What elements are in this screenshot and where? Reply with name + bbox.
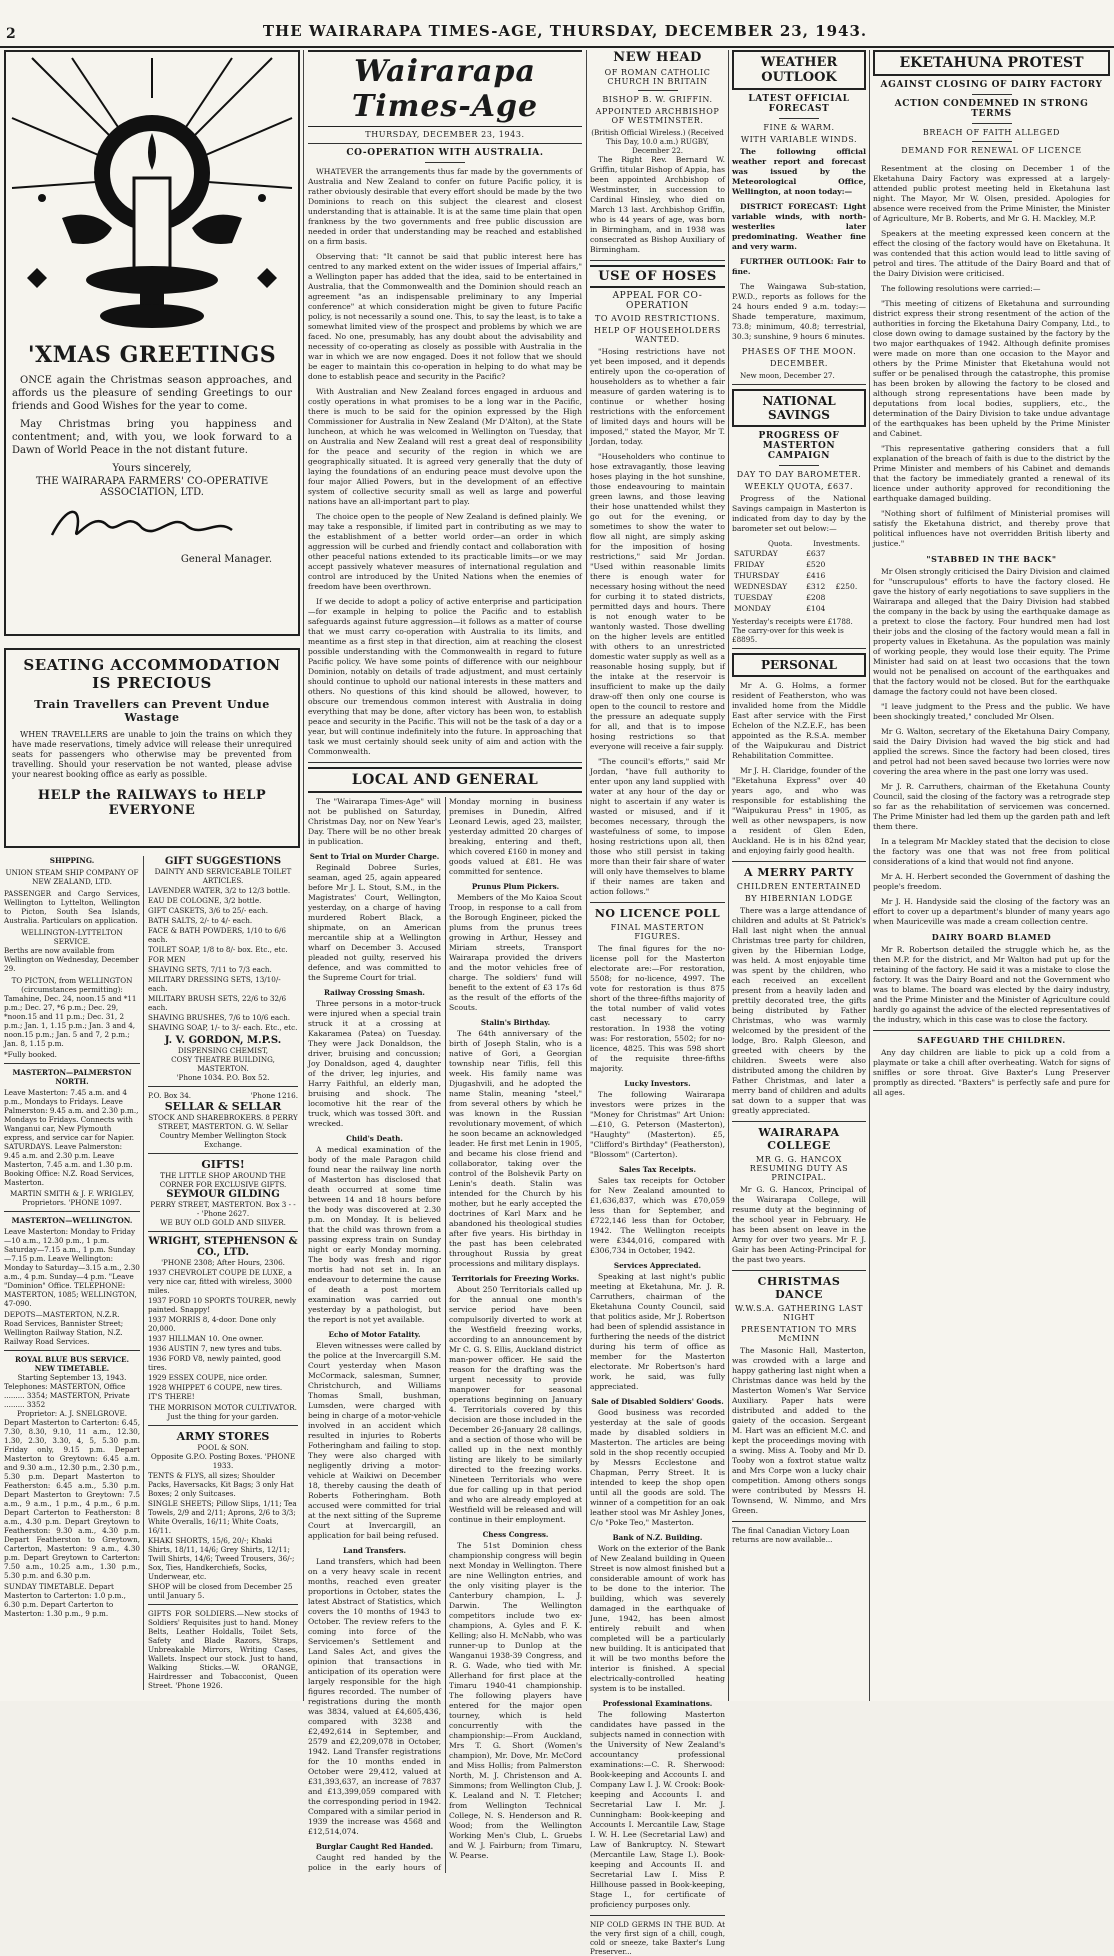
local-item-body: Land transfers, which had been on a very heavy scale in recent months, reached even greater proportions in October, states the latest Abstract of Statistics, which covers the 10 months of 1943 to October. The review refers to the coming into force of the Servicemen's Settlement and Land Sales Act, and gives the opinion that transactions in anticipation of its operation were largely responsible for the high figures recorded. The number of registrations during the month was 3834, valued at £4,605,436, compared with 3238 and £2,492,614 in September, and 2579 and £2,209,078 in October, 1942. Land Transfer registrations for the 10 months ended in October were 29,412, valued at £31,393,637, an increase of 7837 and £13,399,059 compared with the corresponding period in 1942. Compared with a similar period in 1939 the increase was 4568 and £12,514,074.	[308, 1557, 441, 1836]
savings-day-cell: SATURDAY	[734, 549, 778, 558]
party-heading: A MERRY PARTY	[743, 866, 855, 879]
gifts-heading: GIFT SUGGESTIONS	[164, 856, 282, 867]
xmas-greetings-ad	[4, 50, 300, 636]
moon-month: DECEMBER.	[769, 359, 829, 368]
xmas-signoff: Yours sincerely,	[112, 463, 192, 474]
savings-footer: Yesterday's receipts were £1788. The carry-over for this week is £8895.	[732, 617, 853, 644]
gift-item: LAVENDER WATER, 3/2 to 12/3 bottle.	[148, 886, 291, 895]
personal-paragraph: Mr J. H. Claridge, founder of the "Eketahuna Express" over 40 years ago, and who was responsible for establishing the "Waipukurau Press" in 1905, as well as other newspapers, is now a resident of Glen Eden, Auckland. He is in his 82nd year, and enjoying fairly good health.	[732, 766, 866, 855]
shipping-picton-body: Tamahine, Dec. 24, noon.15 and *11 p.m.; Dec. 27, *6 p.m.; Dec. 29, *noon.15 and 11 p.m.; Dec. 31, 2 p.m.; Jan. 1, 1.15 p.m.; Jan. 3 and 4, noon.15 p.m.; Jan. 5 and 7, 2 p.m.; Jan. 8, 1.15 p.m.	[4, 994, 137, 1048]
savings-inv-cell: £250.	[835, 582, 858, 591]
newhead-sub: OF ROMAN CATHOLIC CHURCH IN BRITAIN	[604, 68, 711, 86]
car-item: 1937 CHEVROLET COUPE DE LUXE, a very nice car, fitted with wireless, 3000 miles.	[148, 1268, 293, 1295]
xmas-body-2: May Christmas bring you happiness and contentment; and, with you, we look forward to a Dawn of World Peace in the not distant future.	[12, 419, 292, 456]
news-column-7	[873, 50, 1110, 1695]
gilding-address: PERRY STREET, MASTERTON. Box 3 - - - 'Phone 2627.	[150, 1200, 296, 1218]
royal-blue-body: Depart Masterton to Carterton: 6.45, 7.30, 8.30, 9.10, 11 a.m., 12.30, 1.30, 2.30, 3.30, 4, 5, 5.30 p.m. Friday only, 9.15 p.m. Depart Masterton to Greytown: 6.45 a.m. and 9.30 a.m., 12.30 p.m., 2.30 p.m., 5.30 p.m. Depart Masterton to Featherston: 6.45 a.m., 5.30 p.m. Depart Masterton to Greytown: 7.5 a.m., 9 a.m., 1 p.m., 4 p.m., 6 p.m. Depart Carterton to Featherston: 8 a.m., 4.30 p.m. Depart Greytown to Featherston: 9.30 a.m., 4.30 p.m. Depart Featherston to Greytown, Carterton, Masterton: 9 a.m., 4.30 p.m. Depart Greytown to Carterton: 7.50 a.m., 10.25 a.m., 1.30 p.m., 5.30 p.m. and 6.30 p.m.	[4, 1418, 140, 1580]
hoses-sub: APPEAL FOR CO-OPERATION	[612, 291, 703, 311]
gift-item: SHAVING SETS, 7/11 to 7/3 each.	[148, 965, 272, 974]
signature-mark	[12, 500, 292, 550]
gifts2-heading: GIFTS!	[201, 1158, 245, 1171]
car-item: 1936 FORD V8, newly painted, good tires.	[148, 1354, 281, 1372]
col5-item-title: Lucky Investors.	[624, 1079, 691, 1088]
weather-district: DISTRICT FORECAST: Light variable winds, with north-westerlies later predominating. Weather fine and very warm.	[732, 202, 866, 251]
gift-item: BATH SALTS, 2/- to 4/- each.	[148, 916, 253, 925]
safeguard-heading: SAFEGUARD THE CHILDREN.	[917, 1035, 1066, 1045]
editorial-paragraph: With Australian and New Zealand forces engaged in arduous and costly operations in what promises to be a long war in the Pacific, there is much to be said for the opinion expressed by the High Commissioner for Australia in New Zealand (Mr D'Alton), at the State luncheon, at which he was welcomed in Wellington on Tuesday, that on Australia and New Zealand will rest a great deal of responsibility for the peace and security of the region in which we are geographically situated. It is agreed very generally that the duty of laying the foundations of an enduring peace must devolve upon the four major Allied Powers, but in the development of an effective system of collective security small as well as large and powerful nations have an all-important part to play.	[308, 387, 582, 506]
wright-tagline: THE MORRISON MOTOR CULTIVATOR. Just the thing for your garden.	[149, 1403, 297, 1421]
newhead-name: BISHOP B. W. GRIFFIN.	[602, 95, 713, 104]
eketahuna-body	[873, 164, 1110, 549]
newhead-appointed: APPOINTED ARCHBISHOP OF WESTMINSTER.	[595, 107, 720, 125]
royal-blue-sunday: SUNDAY TIMETABLE. Depart Masterton to Carterton: 1.0 p.m., 6.30 p.m. Depart Carterton to Masterton: 1.30 p.m., 9 p.m.	[4, 1582, 126, 1618]
shipping-picton-note: (circumstances permitting):	[21, 985, 123, 994]
eketahuna-sub4: DEMAND FOR RENEWAL OF LICENCE	[901, 146, 1082, 155]
local-item-title: Child's Death.	[346, 1134, 403, 1143]
stab-paragraph: Mr Olsen strongly criticised the Dairy Division and claimed for "unscrupulous" efforts to have the factory closed. He gave the history of early negotiations to save suppliers in the Wairarapa and alleged that the Dairy Division had stabbed the company in the back by using the earthquake damage as a pretext to close the factory. Four hundred men had lost their jobs and the closing of the factory would mean a fall in property values in Eketahuna. As the population was mainly of working people, they would lose their equity. The Prime Minister had said on at least two occasions that the town would not be penalised on account of the earthquakes and that the factory would not be closed. But for the earthquake damage the factory could not have been closed.	[873, 567, 1110, 696]
party-sub: CHILDREN ENTERTAINED	[736, 882, 862, 891]
gift-item: SHAVING SOAP, 1/- to 3/- each. Etc., etc.	[148, 1023, 298, 1032]
editorial-paragraph: WHATEVER the arrangements thus far made by the governments of Australia and New Zealand to confer on future Pacific policy, it is rather obviously desirable that every effort should be made by the two Dominions to reach on this subject the clearest and closest understanding that is attainable. It is at the same time plain that open frankness by the two governments and free public discussion are needed in order that understanding may be reached and established on a firm basis.	[308, 167, 582, 246]
editorial-paragraph: Observing that: "It cannot be said that public interest here has centred to any marked extent on the wider issues of Imperial affairs," a Wellington paper has added that the idea, said to be entertained in Australia, that the Commonwealth and the Dominion should reach an agreement "as an indispensable preliminary to any Imperial conference" at which consideration might be given to future Pacific policy, is not necessarily a sound one. This, to say the least, is to take a somewhat limited view of the prospect and problems by which we are faced. No one, presumably, has any doubt about the advisability and necessity of co-operating as closely as possible with Australia in the war in which we are now engaged. Does it not follow that we should be eager to maintain this co-operation in helping to do what may be done to establish peace and security in the Pacific?	[308, 252, 582, 381]
licence-body: The final figures for the no-license poll for the Masterton electorate are:—For restoration, 5508; for no-licence, 4997. The vote for restoration is thus 875 short of the three-fifths majority of the total number of valid votes cast necessary to carry restoration. In 1938 the voting was: For restoration, 5502; for no-licence, 4825. This was 598 short of the requisite three-fifths majority.	[590, 944, 725, 1073]
shipping-service: WELLINGTON-LYTTELTON SERVICE.	[21, 928, 123, 946]
weather-further: FURTHER OUTLOOK: Fair to fine.	[732, 257, 866, 276]
army-item: SHOP will be closed from December 25 until January 5.	[148, 1582, 293, 1600]
newhead-body: The Right Rev. Bernard W. Griffin, titular Bishop of Appia, has been appointed Archbishop of Westminster, in succession to Cardinal Hinsley, who died on March 13 last. Archbishop Griffin, who is 44 years of age, was born in Birmingham, and in 1938 was consecrated as Bishop Auxiliary of Birmingham.	[590, 155, 725, 254]
bus1-body: Leave Masterton: 7.45 a.m. and 4 p.m., Mondays to Fridays. Leave Palmerston: 9.45 a.m. and 2.30 p.m., Mondays to Fridays. Connects with Wanganui car, New Plymouth express, and service car for Napier. SATURDAYS. Leave Palmerston: 9.45 a.m. and 2.30 p.m. Leave Masterton, 7.45 a.m. and 1.30 p.m. Booking Office: N.Z. Road Services, Masterton.	[4, 1088, 139, 1187]
gilding-name: SEYMOUR GILDING	[166, 1189, 280, 1200]
rail-slogan: HELP the RAILWAYS to HELP EVERYONE	[37, 788, 267, 818]
eketahuna-paragraph: The following resolutions were carried:—	[881, 284, 1041, 293]
stab-paragraph: In a telegram Mr Mackley stated that the decision to close the factory was one that was not free from political considerations of a kind that would not find anyone.	[873, 837, 1110, 866]
local-item-title: Railway Crossing Smash.	[324, 988, 425, 997]
weather-obs: The Waingawa Sub-station, P.W.D., reports as follows for the 24 hours ended 9 a.m. today:—Shade temperature, maximum, 73.8; minimum, 40.8; terrestrial, 30.3; sunshine, 9 hours 6 minutes.	[732, 282, 866, 341]
chemist-role: DISPENSING CHEMIST,	[177, 1046, 269, 1055]
hoses-sub2: TO AVOID RESTRICTIONS.	[594, 314, 721, 323]
savings-row	[732, 548, 866, 559]
savings-sub: PROGRESS OF MASTERTON CAMPAIGN	[758, 431, 840, 461]
gifts-column	[148, 856, 298, 1690]
bus2-depots: DEPOTS—MASTERTON, N.Z.R. Road Services, Bannister Street; Wellington Railway Station, N.Z. Railway Road Services.	[4, 1310, 124, 1346]
wright-name: WRIGHT, STEPHENSON & CO., LTD.	[148, 1236, 298, 1258]
gilding-tag: WE BUY OLD GOLD AND SILVER.	[160, 1218, 286, 1227]
savings-inv-cell	[834, 548, 867, 559]
xmas-body-1: ONCE again the Christmas season approaches, and affords us the pleasure of sending Greetings to our friends and Good Wishes for the year to come.	[12, 375, 292, 412]
savings-day-cell: WEDNESDAY	[734, 582, 788, 591]
sellar-name: SELLAR & SELLAR	[164, 1100, 282, 1113]
newhead-source: (British Official Wireless.) (Received This Day, 10.0 a.m.) RUGBY, December 22.	[591, 128, 724, 155]
weather-sub: LATEST OFFICIAL FORECAST	[748, 94, 850, 114]
gift-items-list	[148, 886, 298, 1032]
licence-heading: NO LICENCE POLL	[594, 907, 721, 920]
bus1-proprietors: MARTIN SMITH & J. F. WRIGLEY, Proprietors. 'PHONE 1097.	[9, 1189, 135, 1207]
savings-quota-cell: £637	[806, 549, 826, 558]
weather-winds: WITH VARIABLE WINDS.	[740, 135, 858, 144]
stab-paragraph: Mr J. H. Handyside said the closing of the factory was an effort to cover up a department's blunder of many years ago when Mauriceville was made a cream collection centre.	[873, 897, 1110, 926]
local-item-title: Sent to Trial on Murder Charge.	[309, 852, 440, 861]
hoses-heading: USE OF HOSES	[590, 265, 725, 288]
car-item: 1937 FORD 10 SPORTS TOURER, newly painted. Snappy!	[148, 1296, 297, 1314]
col4-item-title: Prunus Plum Pickers.	[471, 882, 560, 891]
car-item: 1937 HILLMAN 10. One owner.	[148, 1334, 264, 1343]
sellar-box: P.O. Box 34.	[148, 1091, 192, 1100]
wright-phone: 'PHONE 2308; After Hours, 2306.	[161, 1258, 285, 1267]
hoses-paragraph: "The council's efforts," said Mr Jordan, "have full authority to enter upon any land supplied with water at any hour of the day or night to ascertain if any water is wasted or misused, and if it becomes necessary, through the wastefulness of some, to impose hosing restrictions upon all, then those who still persist in taking more than their fair share of water will only have themselves to blame if their names are taken and action follows."	[590, 757, 725, 896]
gift-item: MILITARY BRUSH SETS, 22/6 to 32/6 each.	[148, 994, 287, 1012]
sellar-desc: STOCK AND SHAREBROKERS. 8 PERRY STREET, MASTERTON. G. W. Sellar Country Member Wellington Stock Exchange.	[148, 1113, 298, 1149]
col5-item-body: Sales tax receipts for October for New Zealand amounted to £1,636,837, which was £70,059 less than for September, and £722,146 less than for October, 1942. The Wellington receipts were £344,016, compared with £306,734 in October, 1942.	[590, 1176, 725, 1255]
hoses-paragraph: "Hosing restrictions have not yet been imposed, and it depends entirely upon the co-operation of householders as to whether a fair measure of garden watering is to continue or whether hosing restrictions with the enforcement of limited days and hours will be imposed," stated the Mayor, Mr T. Jordan, today.	[590, 347, 725, 446]
savings-col1: Quota.	[768, 539, 793, 548]
chemist-address: COSY THEATRE BUILDING, MASTERTON.	[171, 1055, 275, 1073]
savings-row	[732, 581, 866, 592]
editorial-paragraph: If we decide to adopt a policy of active enterprise and participation—for example in helping to police the Pacific and to establish safeguards against future aggression—it follows as a matter of course that we must carry co-operation with Australia to its limits, and meantime as a first step in that direction, aim at reaching the closest possible understanding with the Commonwealth in regard to future Pacific policy. We have some points of difference with our neighbour Dominion, notably on details of trade adjustment, and must certainly should continue to uphold our national interests in these matters and others. No questions of this kind should be allowed, however, to obscure our tremendous common interest with Australia in doing everything that may be done, after victory has been won, to establish peace and security in the Pacific. This will not be the task of a day or a year, but will continue indefinitely into the future. In approaching that task we must certainly should seek unity of aim and action with the Commonwealth.	[308, 597, 582, 756]
car-item: 1936 AUSTIN 7, new tyres and tubs.	[148, 1344, 282, 1353]
licence-sub: FINAL MASTERTON FIGURES.	[610, 923, 705, 941]
eketahuna-sub3: BREACH OF FAITH ALLEGED	[922, 128, 1061, 137]
college-sub: MR G. G. HANCOX RESUMING DUTY AS PRINCIPAL.	[749, 1155, 849, 1182]
col5-item-body: Speaking at last night's public meeting at Eketahuna, Mr. J. R. Carruthers, chairman of the Eketahuna County Council, said that politics aside, Mr J. Robertson had been of splendid assistance in furthering the needs of the district during his term of office as member for the Masterton electorate. Mr Robertson's hard work, he said, was fully appreciated.	[590, 1272, 725, 1391]
col4-item-title: Stalin's Birthday.	[480, 1018, 551, 1027]
rail-heading: SEATING ACCOMMODATION IS PRECIOUS	[23, 656, 281, 692]
board-heading: DAIRY BOARD BLAMED	[931, 932, 1052, 942]
local-item-title: Echo of Motor Fatality.	[328, 1330, 421, 1339]
moon-body: New moon, December 27.	[740, 371, 835, 380]
nip-ad: NIP COLD GERMS IN THE BUD. At the very first sign of a chill, cough, cold or sneeze, take Baxter's Lung Preserver...	[590, 1920, 725, 1956]
paper-nameplate: Wairarapa Times-Age	[308, 50, 582, 127]
weather-fine: FINE & WARM.	[763, 123, 835, 132]
weather-intro: The following official weather report and forecast was issued by the Meteorological Office, Wellington, at noon today:—	[732, 147, 866, 196]
col4-item-body: Caught red handed by the police in the early hours of Monday morning in business premises in Dunedin, Alfred Leonard Lewis, aged 23, mailster, yesterday admitted 20 charges of breaking, entering and theft, which covered £160 in money and goods valued at £81. He was committed for sentence.	[308, 797, 582, 1872]
stab-paragraph: "I leave judgment to the Press and the public. We have been shockingly treated," concluded Mr Olsen.	[873, 702, 1110, 721]
col4-item-title: Burglar Caught Red Handed.	[315, 1842, 434, 1851]
soldiers-ad-body: GIFTS FOR SOLDIERS.—New stocks of Soldiers' Requisites just to hand. Money Belts, Leather Holdalls, Toilet Sets, Safety and Blade Razors, Straps, Unbreakable Mirrors, Writing Cases, Wallets. Inspect our stock. Just to hand, Walking Sticks.—W. ORANGE, Hairdresser and Tobacconist, Queen Street. 'Phone 1926.	[148, 1609, 298, 1690]
savings-body: Progress of the National Savings campaign in Masterton is indicated from day to day by the barometer set out below:—	[732, 494, 866, 533]
shipping-service-body: Berths are now available from Wellington on Wednesday, December 29.	[4, 946, 139, 973]
editorial-column	[308, 50, 582, 1872]
col5-item-title: Sale of Disabled Soldiers' Goods.	[591, 1397, 724, 1406]
shipping-picton: TO PICTON, from WELLINGTON	[11, 976, 133, 985]
chemist-phone: 'Phone 1034. P.O. Box 52.	[176, 1073, 270, 1082]
page-number: 2	[6, 26, 16, 42]
savings-inv-cell	[834, 603, 867, 614]
eketahuna-sub1: AGAINST CLOSING OF DAIRY FACTORY	[880, 80, 1103, 90]
savings-day-cell: THURSDAY	[734, 571, 780, 580]
col5-item-title: Bank of N.Z. Building.	[612, 1533, 703, 1542]
news-column-5	[590, 50, 725, 1956]
savings-quota-cell: £520	[806, 560, 826, 569]
col5-item-title: Services Appreciated.	[613, 1261, 702, 1270]
savings-quota-cell: £208	[806, 593, 826, 602]
local-item-body: Reginald Dobree Surles, seaman, aged 25, again appeared before Mr J. L. Stout, S.M., in the Magistrates' Court, Wellington, yesterday, on a charge of having murdered Robert Black, a shipmate, on an American mercantile ship at a Wellington wharf on December 3. Accused pleaded not guilty, reserved his defence, and was committed to the Supreme Court for trial.	[308, 863, 441, 982]
editorial-paragraph: The choice open to the people of New Zealand is defined plainly. We may take a responsible, if limited part in contributing as we may to the establishment of a better world order—an order in which aggression will be curbed and friendly contact and collaboration with other peaceful nations extended to its practicable limits—or we may accept passively whatever measures of international regulation and control are introduced by the United Nations when the enemies of freedom have been overthrown.	[308, 512, 582, 591]
army-item: SINGLE SHEETS; Pillow Slips, 1/11; Tea Towels, 2/9 and 2/11; Aprons, 2/6 to 3/3; White Overalls, 16/11; White Coats, 16/11.	[148, 1499, 297, 1535]
army-subheading: POOL & SON.	[197, 1443, 249, 1452]
savings-day-cell: FRIDAY	[734, 560, 765, 569]
savings-row	[732, 570, 866, 581]
xmas-company: THE WAIRARAPA FARMERS' CO-OPERATIVE ASSOCIATION, LTD.	[35, 476, 269, 498]
moon-heading: PHASES OF THE MOON.	[741, 347, 857, 356]
savings-quota-cell: £416	[806, 571, 826, 580]
ads-column	[4, 50, 300, 1695]
eketahuna-paragraph: Speakers at the meeting expressed keen concern at the effect the closing of the factory would have on Eketahuna. It was contended that this action would lead to little saving of petrol and tires. The attitude of the Dairy Board and that of the Dairy Division were criticised.	[873, 229, 1110, 278]
stab-paragraph: Mr J. R. Carruthers, chairman of the Eketahuna County Council, said the closing of the factory was a retrograde step so far as the rehabilitation of servicemen was concerned. The Prime Minister had led them up the garden path and left them there.	[873, 782, 1110, 831]
hoses-sub3: HELP OF HOUSEHOLDERS WANTED.	[594, 326, 721, 344]
savings-row	[732, 592, 866, 603]
chemist-name: J. V. GORDON, M.P.S.	[164, 1035, 282, 1046]
dance-sub: W.W.S.A. GATHERING LAST NIGHT	[734, 1304, 864, 1322]
savings-inv-cell	[834, 559, 867, 570]
shipping-company: UNION STEAM SHIP COMPANY OF NEW ZEALAND, LTD.	[5, 868, 139, 886]
savings-col2: Investments.	[813, 539, 860, 548]
board-body: Mr R. Robertson detailed the struggle which he, as the then M.P. for the district, and Mr Walton had put up for the retaining of the factory. He said it was a mistake to close the factory. It was the Dairy Board and not the Government who was to blame. The board was elected by the dairy industry, and the Prime Minister and the Minister of Agriculture could hardly go against the advice of the elected representatives of the industry, which in this case was to close the factory.	[873, 945, 1110, 1024]
col4-item-body: Members of the Mo Kaioa Scout Troop, in response to a call from the Borough Engineer, picked the plums from the prunus trees growing in Arthur, Hessey and Miriam streets, Transport Wairarapa provided the drivers and the motor vehicles free of charge. The soldiers' fund will benefit to the extent of £3 17s 6d as the result of the efforts of the Scouts.	[449, 893, 582, 1012]
local-sections	[308, 797, 582, 1873]
gifts2-body: THE LITTLE SHOP AROUND THE CORNER FOR EXCLUSIVE GIFTS.	[159, 1171, 287, 1189]
car-item: 1937 MORRIS 8, 4-door. Done only 20,000.	[148, 1315, 276, 1333]
savings-sub2: DAY TO DAY BAROMETER.	[736, 470, 862, 479]
candle-illustration	[12, 58, 292, 334]
savings-heading: NATIONAL SAVINGS	[732, 389, 866, 427]
car-item: 1929 ESSEX COUPE, nice order.	[148, 1373, 268, 1382]
local-item-body: A medical examination of the body of the male Paragon child found near the railway line north of Masterton has disclosed that death occurred at some time between 14 and 18 hours before the body was discovered at 2.30 p.m. on Monday. It is believed that the child was thrown from a passing express train on Sunday night or early Monday morning. The body was fresh and rigor mortis had not set in. In an endeavour to determine the cause of death a post mortem examination was carried out yesterday by a pathologist, but the report is not yet available.	[308, 1145, 441, 1324]
royal-blue-date: Starting September 13, 1943.	[17, 1373, 127, 1382]
stab-paragraph: Mr A. H. Herbert seconded the Government of dashing the people's freedom.	[873, 872, 1110, 891]
newhead-heading: NEW HEAD	[613, 50, 702, 65]
xmas-role: General Manager.	[180, 554, 272, 565]
savings-row	[732, 559, 866, 570]
eketahuna-heading: EKETAHUNA PROTEST	[873, 50, 1110, 76]
gift-item: FOR MEN	[148, 955, 186, 964]
eketahuna-sub2: ACTION CONDEMNED IN STRONG TERMS	[894, 99, 1089, 119]
savings-inv-cell	[834, 592, 867, 603]
dance-body: The Masonic Hall, Masterton, was crowded with a large and happy gathering last night when a Christmas dance was held by the Masterton Women's War Service Auxiliary. Paper hats were distributed and added to the gaiety of the occasion. Sergeant M. Hart was an efficient M.C. and kept the proceedings moving with a swing. Miss A. Tooby and Mr D. Tooby won a foxtrot statue waltz and Mrs Corpe won a lucky chair competition. Among others songs were contributed by Messrs H. Townsend, W. Nimmo, and Mrs Green.	[732, 1346, 866, 1515]
page-masthead	[0, 0, 1114, 48]
col4-item-title: Territorials for Freezing Works.	[451, 1274, 580, 1283]
savings-row	[732, 603, 866, 614]
savings-quota: WEEKLY QUOTA, £637.	[744, 482, 854, 491]
col5-item-body: Good business was recorded yesterday at the sale of goods made by disabled soldiers in Masterton. The articles are being sold in the shop recently occupied by Messrs Ecclestone and Chapman, Perry Street. It is intended to keep the shop open until all the goods are sold. The winner of a competition for an oak leather stool was Mr Ashley Jones, C/o "Poke Teo," Masterton.	[590, 1408, 725, 1527]
gift-item: MILITARY DRESSING SETS, 13/10/- each.	[148, 975, 281, 993]
gift-item: EAU DE COLOGNE, 3/2 bottle.	[148, 896, 262, 905]
shipping-body: PASSENGER and Cargo Services, Wellington to Lyttelton, Wellington to Picton, South Sea Islands, Australia. Particulars on application.	[4, 889, 140, 925]
royal-blue-heading: ROYAL BLUE BUS SERVICE. NEW TIMETABLE.	[14, 1355, 130, 1373]
dance-sub2: PRESENTATION TO MRS McMINN	[741, 1325, 857, 1343]
savings-table	[732, 548, 866, 614]
weather-heading: WEATHER OUTLOOK	[732, 50, 866, 90]
xmas-heading: 'XMAS GREETINGS	[27, 342, 277, 368]
railways-ad	[4, 648, 300, 848]
car-item: 1928 WHIPPET 6 COUPE, new tires. IT'S THERE!	[148, 1383, 283, 1401]
shipping-column	[4, 856, 144, 1690]
gift-item: SHAVING BRUSHES, 7/6 to 10/6 each.	[148, 1013, 291, 1022]
gift-item: GIFT CASKETS, 3/6 to 25/- each.	[148, 906, 269, 915]
army-items-list	[148, 1471, 298, 1600]
savings-day-cell: TUESDAY	[734, 593, 773, 602]
eketahuna-paragraph: "Nothing short of fulfilment of Ministerial promises will satisfy the Eketahuna district, and thereby prove that political influences have not overridden British liberty and justice."	[873, 509, 1110, 548]
bus2-heading: MASTERTON—WELLINGTON.	[11, 1216, 133, 1225]
gifts-subheading: DAINTY AND SERVICEABLE TOILET ARTICLES.	[154, 867, 292, 885]
army-heading: ARMY STORES	[176, 1430, 270, 1443]
personal-heading: PERSONAL	[732, 653, 866, 677]
college-heading: WAIRARAPA COLLEGE	[758, 1126, 840, 1152]
local-item-body: The "Wairarapa Times-Age" will not be published on Saturday, Christmas Day, nor on New Year's Day. There will be no other break in publication.	[308, 797, 441, 846]
editorial-date: THURSDAY, DECEMBER 23, 1943.	[365, 130, 525, 139]
stab-heading: "STABBED IN THE BACK"	[926, 554, 1057, 564]
local-item-body: Eleven witnesses were called by the police at the Invercargill S.M. Court yesterday when Mason McCormack, salesman, Sumner, Christchurch, and Williams Thomas Small, bushman, Lumsden, were charged with being in charge of a motor-vehicle involved in an accident which resulted in injuries to Roberts Fotheringham and failing to stop. They were also charged with negligently driving a motor-vehicle at Waikiwi on December 18, thereby causing the death of Roberts Fotheringham. Both accused were committed for trial at the next sitting of the Supreme Court at Invercargill, an application for bail being refused.	[308, 1341, 441, 1540]
news-column-6	[732, 50, 866, 1695]
col4-item-body: The 51st Dominion chess championship congress will begin next Monday in Wellington. There are nine Wellington entries, and the only visiting player is the Canterbury champion, L. J. Darwin. The Wellington competitors include two ex-champions, A. Gyles and F. K. Kelling; also H. McNabb, who was runner-up to Dunlop at the Wanganui 1938-39 Congress, and R. G. Wade, who tied with Mr. Allerhand for first place at the Timaru 1940-41 championship. The following players have entered for the major open tourney, which is held concurrently with the championship:—From Auckland, Mrs T. G. Short (Women's champion), Mr. Dove, Mr. McCord and Miss Hollis; from Palmerston North, M. J. Christenson and A. Simmons; from Wellington Club, J. K. Lealand and N. T. Fletcher; from Wellington Technical College, N. S. Henderson and R. Wood; from the Wellington Working Men's Club, L. Gruebs and W. J. Fairburn; from Timaru, W. Pearse.	[449, 1541, 582, 1860]
royal-blue-telephones: Telephones: MASTERTON, Office ......... 3354; MASTERTON, Private ......... 3352	[4, 1382, 130, 1409]
personal-body	[732, 681, 866, 856]
sellar-phone: 'Phone 1216.	[250, 1091, 298, 1100]
stab-body	[873, 567, 1110, 927]
editorial-heading: CO-OPERATION WITH AUSTRALIA.	[346, 148, 544, 158]
gift-item: FACE & BATH POWDERS, 1/10 to 6/6 each.	[148, 926, 286, 944]
savings-inv-cell	[834, 570, 867, 581]
bus2-body: Leave Masterton: Monday to Friday—10 a.m., 12.30 p.m., 1 p.m. Saturday—7.15 a.m., 1 p.m. Sunday—7.15 p.m. Leave Wellington: Monday to Saturday—3.15 a.m., 2.30 a.m., 4 p.m. Sunday—4 p.m. "Leave "Dominion" Office. TELEPHONE: MASTERTON, 1085; WELLINGTON, 47-090.	[4, 1227, 140, 1308]
col5-item-body: The following Wairarapa investors were prizes in the "Money for Christmas" Art Union:—£10, G. Peterson (Masterton), "Haughty" (Masterton). £5, "Clifford's Birthday" (Featherston), "Blossom" (Carterton).	[590, 1090, 725, 1159]
savings-day-cell: MONDAY	[734, 604, 771, 613]
editorial-body	[308, 167, 582, 757]
hoses-body	[590, 347, 725, 897]
col5-item-body: Work on the exterior of the Bank of New Zealand building in Queen Street is now almost finished but a considerable amount of work has to be done to the interior. The building, which was severely damaged in the earthquake of June, 1942, has been almost entirely rebuilt and when completed will be a particularly new building. It is anticipated that it will be two months before the interior is finished. A special electrically-controlled heating system is to be installed.	[590, 1544, 725, 1693]
col4-item-body: About 250 Territorials called up for the annual one month's service period have been compulsorily diverted to work at the Westfield freezing works, according to an announcement by Mr C. G. S. Ellis, Auckland district man-power officer. He said the reason for the drafting was the urgent necessity to provide manpower for seasonal operations beginning on January 4. Territorials covered by this decision are those included in the December 26-January 28 callings, and a section of those who will be called up in the next monthly listing are likely to be similarly directed to the freezing works. Nineteen Territorials who were due for calling up in that period and who are already employed at Westfield will be released and will continue in their employment.	[449, 1285, 582, 1524]
gift-item: TOILET SOAP, 1/8 to 8/- box. Etc., etc.	[148, 945, 288, 954]
army-item: KHAKI SHORTS, 15/6, 20/-; Khaki Shirts, 18/11, 14/6; Grey Shirts, 12/11; Twill Shirts, 14/6; Tweed Trousers, 36/-; Sox, Ties, Handkerchiefs, Socks, Underwear, etc.	[148, 1536, 295, 1581]
stab-paragraph: Mr G. Walton, secretary of the Eketahuna Dairy Company, said the Dairy Division had waved the big stick and had applied the screws. Since the factory had been closed, tires and petrol had not been saved because two lorries were now covering the area where in the past one lorry was used.	[873, 727, 1110, 776]
eketahuna-paragraph: "This meeting of citizens of Eketahuna and surrounding district express their strong resentment of the action of the authorities in forcing the Eketahuna Dairy Company, Ltd., to close down owing to damage sustained by the factory by the two major earthquakes of 1942. Although definite promises were made on more than one occasion to the Mayor and others by the Prime Minister that Eketahuna would not suffer or be penalised through the catastrophe, this promise has been broken by allowing the factory to be closed and although strong representations have been made by deputations from local bodies, suppliers, etc., the determination of the Dairy Division to take undue advantage of the earthquakes has been upheld by the Prime Minister and Cabinet.	[873, 299, 1110, 438]
dance-heading: CHRISTMAS DANCE	[757, 1275, 841, 1301]
party-body: There was a large attendance of children and adults at St Patrick's Hall last night when the annual Christmas tree party for children, given by the Hibernian Lodge, was held. A most enjoyable time was spent by the children, who each received an excellent present from a heavily laden and prettily decorated tree, the gifts being distributed by Father Christmas, who was warmly welcomed by the president of the lodge, Bro. Ralph Gleeson, and greeted with cheers by the children. Sweets were also distributed among the children by Father Christmas, and later a merry band of children and adults sat down to a supper that was greatly appreciated.	[732, 906, 866, 1115]
hoses-paragraph: "Householders who continue to hose extravagantly, those leaving hoses playing in the hot sunshine, those endeavouring to maintain green lawns, and those leaving their hose unattended whilst they go out for the evening, or sometimes to show the water to flow all night, are simply asking for the imposition of hosing restrictions," said Mr Jordan. "Used within reasonable limits there is enough water for necessary hosing without the need for curbing it to stated districts, permitted days and hours. There is not enough water to be wantonly wasted. Those dwelling on the higher levels are entitled with others to an unrestricted domestic water supply as well as a reasonable hosing supply, but if the intake at the reservoir is insufficient to make up the daily draw-off then only one course is open to the council to restore and the pressure an adequate supply for all, and that is to impose hosing restrictions so that everyone will receive a fair supply.	[590, 452, 725, 751]
victory-ad: The final Canadian Victory Loan returns are now available...	[732, 1526, 850, 1544]
col5-items	[590, 1079, 725, 1910]
local-item-body: Three persons in a motor-truck were injured when a special train struck it at a crossing at Kakaramea (Patea) on Tuesday. They were Jack Donaldson, the driver, bruising and concussion; Joy Donaldson, aged 4, daughter of the driver, leg injuries, and Harry Faithful, an elderly man, bruising and shock. The locomotive hit the rear of the truck, which was tossed 30ft. and wrecked.	[308, 999, 441, 1128]
eketahuna-paragraph: "This representative gathering considers that a full explanation of the breach of faith is due to the district by the Prime Minister and members of his Cabinet and demands that the factory be immediately granted a renewal of its licence under authority approved for reconditioning the earthquake damaged building.	[873, 444, 1110, 503]
royal-blue-proprietor: Proprietor: A. J. SNELGROVE.	[16, 1409, 128, 1418]
local-item-title: Land Transfers.	[342, 1546, 406, 1555]
col5-item-body: The following Masterton candidates have passed in the subjects named in connection with the University of New Zealand's accountancy professional examinations:—C. R. Sherwood: Book-keeping and Accounts I. and Company Law I. J. W. Crook: Book-keeping and Accounts I. and Secretarial Law I. Mr. J. Cunningham: Book-keeping and Accounts I. Mercantile Law, Stage I. W. H. Lee (Secretarial Law) and Law of Bankruptcy. N. Stewart (Mercantile Law, Stage I.). Book-keeping and Accounts II. and Secretarial Law I. Miss P. Hillhouse passed in Book-keeping, Stage I., for certificate of proficiency purposes only.	[590, 1710, 725, 1909]
savings-quota-cell: £104	[806, 604, 826, 613]
eketahuna-paragraph: Resentment at the closing on December 1 of the Eketahuna Dairy Factory was expressed at a largely-attended public protest meeting held in Eketahuna last night. The Mayor, Mr W. Olsen, presided. Apologies for absence were received from the Prime Minister, the Minister of Agriculture, Mr B. Roberts, and Mr G. H. Mackley, M.P.	[873, 164, 1110, 223]
bus1-heading: MASTERTON—PALMERSTON NORTH.	[12, 1068, 132, 1086]
masthead-title: THE WAIRARAPA TIMES-AGE, THURSDAY, DECEMBER 23, 1943.	[262, 22, 868, 40]
safeguard-body: Any day children are liable to pick up a cold from a playmate or take a chill after overheating. Watch for signs of sniffles or sore throat. Give Baxter's Lung Preserver promptly as directed. "Baxters" is perfectly safe and pure for all ages.	[873, 1048, 1110, 1097]
col4-item-body: The 64th anniversary of the birth of Joseph Stalin, who is a native of Gori, a Georgian township near Tiflis, fell this week. His family name was Djugashvili, and he adopted the name Stalin, meaning "steel," from several others by which he was known in the Russian revolutionary movement, of which he soon became an acknowledged leader. He first met Lenin in 1905, and became his close friend and collaborator, taking over the control of the Bolshevik Party on Lenin's death. Stalin was intended for the Church by his mother, but he early accepted the doctrines of Karl Marx and he abandoned his theological studies after five years. His birthday in the past has been celebrated throughout Russia by great processions and military displays.	[449, 1029, 582, 1268]
car-items-list	[148, 1268, 298, 1401]
col5-item-title: Sales Tax Receipts.	[619, 1165, 696, 1174]
college-body: Mr G. G. Hancox, Principal of the Wairarapa College, will resume duty at the beginning of the school year in February. He has been absent on leave in the Army for over two years. Mr F. J. Gair has been Acting-Principal for the past two years.	[732, 1185, 866, 1264]
rail-subheading: Train Travellers can Prevent Undue Wastage	[34, 698, 270, 724]
army-item: TENTS & FLYS, all sizes; Shoulder Packs, Haversacks, Kit Bags; 3 only Hat Boxes; 2 only Suitcases.	[148, 1471, 294, 1498]
savings-quota-cell: £312	[806, 582, 826, 591]
rail-body: WHEN TRAVELLERS are unable to join the trains on which they have made reservations, timely advice will release their unrequired seats for passengers who otherwise may be prevented from travelling. Should your reservation be not wanted, please advise your nearest booking office as early as possible.	[12, 730, 292, 779]
party-sub2: BY HIBERNIAN LODGE	[744, 894, 854, 903]
shipping-heading: SHIPPING.	[49, 856, 95, 865]
army-address: Opposite G.P.O. Posting Boxes. 'PHONE 1933.	[150, 1452, 296, 1470]
col4-item-title: Chess Congress.	[482, 1530, 549, 1539]
personal-paragraph: Mr A. G. Holms, a former resident of Featherston, who was invalided home from the Middle East after service with the First Echelon of the N.Z.E.F., has been appointed as the R.S.A. member of the Waipukurau and District Rehabilitation Committee.	[732, 681, 866, 760]
shipping-footnote: *Fully booked.	[4, 1050, 57, 1059]
local-heading: LOCAL AND GENERAL	[308, 767, 582, 793]
col5-item-title: Professional Examinations.	[602, 1699, 713, 1708]
